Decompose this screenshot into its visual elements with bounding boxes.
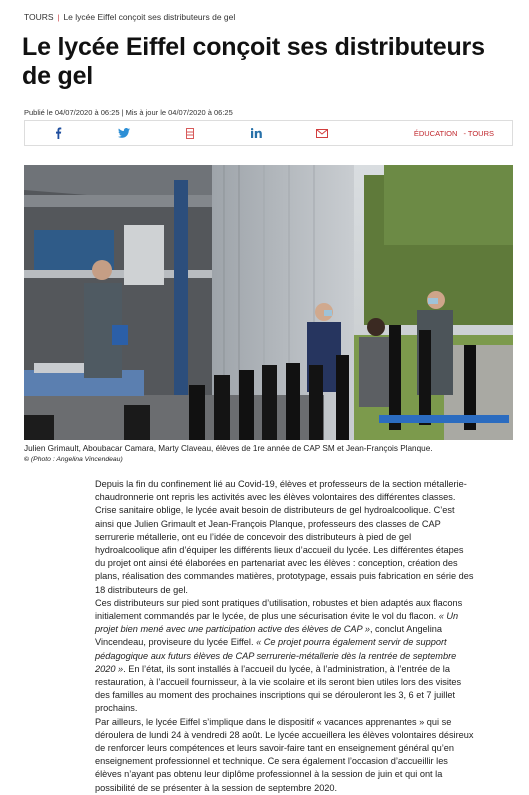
- category-location[interactable]: - TOURS: [463, 128, 494, 138]
- photo-caption: Julien Grimault, Aboubacar Camara, Marty Claveau, élèves de 1re année de CAP SM et Jean-François Planque.: [24, 444, 433, 453]
- article-photo: [24, 165, 513, 440]
- category-label[interactable]: ÉDUCATION: [413, 128, 458, 138]
- photo-credit: [24, 456, 123, 463]
- paragraph-2-part-b: , conclut Angelina Vincendeau, proviseure du lycée Eiffel.: [95, 624, 442, 648]
- publication-dates: Publié le 04/07/2020 à 06:25 | Mis à jour le 04/07/2020 à 06:25: [24, 108, 233, 117]
- photo-credit-text: (Photo : Angelina Vincendeau): [30, 456, 123, 463]
- quote-2: « Ce projet pourra également servir de support pédagogique aux futurs élèves de CAP serrurerie-métallerie dès la rentrée de septembre 2020 »: [95, 637, 457, 674]
- linkedin-icon: [251, 128, 262, 138]
- article-title: Le lycée Eiffel conçoit ses distributeurs de gel: [22, 33, 485, 90]
- paragraph-2: [95, 597, 475, 716]
- copyright-symbol: ©: [24, 456, 30, 463]
- twitter-icon: [118, 128, 130, 138]
- email-icon: [316, 129, 328, 138]
- print-icon: [186, 128, 194, 139]
- quote-1: « Un projet bien mené avec une participation active des élèves de CAP »: [95, 611, 459, 635]
- breadcrumb-city[interactable]: TOURS: [24, 12, 54, 22]
- paragraph-3: Par ailleurs, le lycée Eiffel s’implique dans le dispositif « vacances apprenantes » qui se déroulera de lundi 24 à vendredi 28 août. Le lycée accueillera les élèves volontaires désireux de renforcer leurs compétences et leurs savoir-faire tant en enseignement général qu’en enseignement professionnel et technique. Ce sera également l’occasion d’accueillir les élèves n’ayant pas obtenu leur diplôme professionnel à la session de juin et qui ont la possibilité de se présenter à la session de septembre 2020.: [95, 716, 474, 793]
- breadcrumb: [24, 12, 235, 22]
- paragraph-1: Depuis la fin du confinement lié au Covid-19, élèves et professeurs de la section métallerie-chaudronnerie ont repris les activités avec les élèves volontaires des différentes classes. Crise sanitaire oblige, le lycée avait besoin de distributeurs de gel hydroalcoolique. C’est ainsi que Julien Grimault et Jean-François Planque, professeurs des classes de CAP serrurerie métallerie, ont eu l’idée de concevoir des distributeurs à pied de gel hydroalcoolique afin d’équiper les différents lieux d’accueil du lycée. Les différentes étapes du projet ont ainsi été élaborées en partenariat avec les élèves : conception, création des plans, réalisation des commandes matières, prototypage, essais puis fabrication en série des 18 distributeurs de gel.: [95, 479, 474, 595]
- share-print-button[interactable]: [157, 121, 223, 145]
- article-body: [95, 478, 475, 795]
- facebook-icon: [54, 127, 62, 139]
- category-tag[interactable]: [414, 129, 494, 138]
- share-bar: [24, 120, 513, 146]
- paragraph-2-part-a: Ces distributeurs sur pied sont pratiques d’utilisation, robustes et bien adaptés aux flacons initialement commandés par le lycée, de plus une sécurisation évite le vol du flacon.: [95, 597, 463, 622]
- share-facebook-button[interactable]: [25, 121, 91, 145]
- workshop-photo-illustration: [24, 165, 513, 440]
- paragraph-2-part-c: . En l’état, ils sont installés à l’accueil du lycée, à l’administration, à l’entrée de la restauration, à l’accueil fournisseur, à la vie scolaire et ils seront bien utiles lors des visites des familles au moment des prochaines inscriptions qui se dérouleront les 3, 6 et 7 juillet prochains.: [95, 663, 462, 714]
- share-twitter-button[interactable]: [91, 121, 157, 145]
- breadcrumb-current: Le lycée Eiffel conçoit ses distributeurs de gel: [63, 12, 236, 22]
- breadcrumb-separator: |: [57, 15, 60, 22]
- share-email-button[interactable]: [289, 121, 355, 145]
- share-linkedin-button[interactable]: [223, 121, 289, 145]
